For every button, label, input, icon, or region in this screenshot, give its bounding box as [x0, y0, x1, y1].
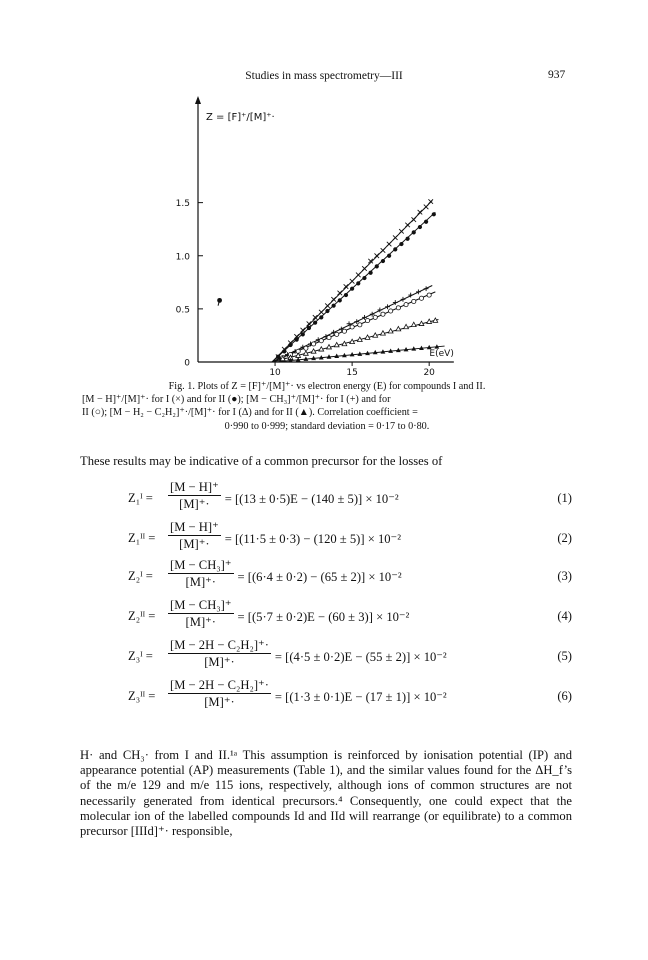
- data-point-open-circle: [404, 303, 408, 307]
- data-point-filled-circle: [319, 315, 323, 319]
- data-point-open-circle: [350, 325, 354, 329]
- caption-line-1: Fig. 1. Plots of Z = [F]⁺/[M]⁺· vs electron energy (E) for compounds I and II.: [168, 381, 486, 392]
- data-point-filled-circle: [325, 309, 329, 313]
- data-point-x: [424, 205, 429, 210]
- equation-fraction: [168, 520, 221, 552]
- data-point-x: [344, 284, 349, 289]
- paragraph-intro: These results may be indicative of a common precursor for the losses of: [80, 454, 443, 468]
- data-point-filled-circle: [399, 242, 403, 246]
- data-point-open-circle: [412, 299, 416, 303]
- equation-4: [128, 598, 572, 636]
- equation-number: (1): [557, 491, 572, 505]
- equation-number: (6): [557, 689, 572, 703]
- caption-line-4: 0·990 to 0·999; standard deviation = 0·17 to 0·80.: [224, 420, 430, 432]
- equation-rhs: = [(5·7 ± 0·2)E − (60 ± 3)] × 10⁻²: [237, 610, 410, 624]
- data-point-filled-circle: [406, 237, 410, 241]
- equation-fraction: [168, 558, 234, 590]
- fraction-denominator: [M]⁺·: [185, 615, 216, 629]
- fraction-numerator: [M − H]⁺: [170, 520, 219, 534]
- data-point-filled-circle: [432, 212, 436, 216]
- data-point-open-circle: [373, 315, 377, 319]
- data-point-x: [301, 328, 306, 333]
- data-point-open-triangle: [404, 324, 409, 328]
- data-point-filled-circle: [282, 349, 286, 353]
- data-point-open-circle: [419, 296, 423, 300]
- data-point-open-circle: [304, 346, 308, 350]
- equation-rhs: = [(6·4 ± 0·2) − (65 ± 2)] × 10⁻²: [237, 570, 402, 584]
- data-point-filled-circle: [381, 259, 385, 263]
- x-tick-label: 15: [346, 368, 358, 378]
- data-point-filled-circle: [332, 304, 336, 308]
- equation-fraction: [168, 678, 271, 710]
- equation-1: [128, 480, 572, 518]
- equation-rhs: = [(13 ± 0·5)E − (140 ± 5)] × 10⁻²: [224, 492, 399, 506]
- data-point-filled-circle: [295, 338, 299, 342]
- data-point-filled-circle: [344, 293, 348, 297]
- data-point-open-circle: [311, 342, 315, 346]
- fraction-numerator: [M − CH₃]⁺: [170, 558, 232, 572]
- data-point-filled-circle: [393, 247, 397, 251]
- data-point-x: [319, 310, 324, 315]
- data-point-filled-circle: [362, 276, 366, 280]
- equation-lhs: Z₃ᴵᴵ =: [128, 689, 156, 703]
- data-point-x: [405, 223, 410, 228]
- data-point-filled-circle: [424, 220, 428, 224]
- x-tick-label: 20: [423, 368, 435, 378]
- data-point-x: [387, 242, 392, 247]
- data-point-filled-circle: [313, 321, 317, 325]
- equation-rhs: = [(11·5 ± 0·3) − (120 ± 5)] × 10⁻²: [224, 532, 401, 546]
- data-point-filled-circle: [387, 254, 391, 258]
- fraction-denominator: [M]⁺·: [179, 497, 210, 511]
- y-axis-arrow: [195, 96, 201, 104]
- data-point-filled-circle: [288, 343, 292, 347]
- fraction-denominator: [M]⁺·: [179, 537, 210, 551]
- data-point-plus: [424, 286, 429, 291]
- equation-2: [128, 520, 572, 558]
- figure-1-plot: [160, 96, 460, 386]
- x-axis-label: E(eV): [429, 349, 454, 359]
- figure-caption: [82, 380, 572, 433]
- fraction-denominator: [M]⁺·: [185, 575, 216, 589]
- data-point-open-triangle: [411, 322, 416, 326]
- data-point-open-circle: [389, 309, 393, 313]
- equation-number: (5): [557, 649, 572, 663]
- data-point-x: [362, 266, 367, 271]
- data-point-open-circle: [342, 329, 346, 333]
- data-point-x: [331, 297, 336, 302]
- equation-5: [128, 638, 572, 676]
- data-point-x: [350, 279, 355, 284]
- data-point-x: [393, 235, 398, 240]
- fraction-numerator: [M − 2H − C₂H₂]⁺·: [170, 678, 269, 692]
- equation-fraction: [168, 598, 234, 630]
- y-tick-label: 0.5: [175, 305, 190, 316]
- page-number: 937: [548, 69, 566, 81]
- y-tick-label: 1.0: [175, 252, 190, 263]
- data-point-open-triangle: [396, 326, 401, 330]
- data-point-x: [356, 273, 361, 278]
- data-point-open-circle: [396, 306, 400, 310]
- data-point-plus: [416, 289, 421, 294]
- data-point-plus: [401, 297, 406, 302]
- fraction-numerator: [M − 2H − C₂H₂]⁺·: [170, 638, 269, 652]
- data-point-filled-circle: [356, 281, 360, 285]
- data-point-open-circle: [327, 335, 331, 339]
- fraction-numerator: [M − H]⁺: [170, 480, 219, 494]
- data-point-x: [428, 199, 433, 204]
- data-point-filled-circle: [350, 287, 354, 291]
- equation-fraction: [168, 638, 271, 670]
- equation-lhs: Z₂ᴵ =: [128, 569, 153, 583]
- data-point-plus: [385, 304, 390, 309]
- data-point-open-circle: [319, 339, 323, 343]
- fraction-denominator: [M]⁺·: [204, 695, 235, 709]
- equation-number: (2): [557, 531, 572, 545]
- data-point-filled-circle: [338, 298, 342, 302]
- fraction-numerator: [M − CH₃]⁺: [170, 598, 232, 612]
- data-point-open-circle: [427, 293, 431, 297]
- equation-number: (3): [557, 569, 572, 583]
- data-point-filled-circle: [301, 332, 305, 336]
- equation-3: [128, 558, 572, 596]
- axis-labels: [176, 112, 454, 378]
- paragraph-discussion: H· and CH₃· from I and II.¹ᵃ This assumption is reinforced by ionisation potential (IP) and appearance potential (AP) measurements (Table 1), and the similar values found for the ΔH_f’s of the m/e 129 and m/e 115 ions, respectively, although ions of common structures are not necessarily generated from identical precursors.⁴ Consequently, one could expect that the molecular ion of the labelled compounds Id and IId will rearrange (or equilibrate) to a common precursor [IIId]⁺· responsible,: [80, 748, 572, 839]
- data-point-filled-circle: [375, 264, 379, 268]
- fraction-denominator: [M]⁺·: [204, 655, 235, 669]
- equation-rhs: = [(4·5 ± 0·2)E − (55 ± 2)] × 10⁻²: [274, 650, 447, 664]
- equation-number: (4): [557, 609, 572, 623]
- data-point-open-circle: [381, 312, 385, 316]
- data-point-x: [381, 248, 386, 253]
- y-tick-label: 1.5: [175, 199, 190, 210]
- equation-6: [128, 678, 572, 716]
- caption-line-3: II (○); [M − H₂ − C₂H₂]⁺·/[M]⁺· for I (Δ) and for II (▲). Correlation coefficient =: [82, 407, 418, 419]
- data-point-x: [374, 253, 379, 258]
- data-points: [217, 199, 439, 362]
- data-point-x: [337, 291, 342, 296]
- y-tick-label: 0: [184, 358, 190, 369]
- equation-lhs: Z₃ᴵ =: [128, 649, 153, 663]
- y-axis-label: Z = [F]⁺/[M]⁺·: [206, 112, 275, 123]
- data-point-filled-circle: [412, 230, 416, 234]
- running-header: Studies in mass spectrometry—III: [245, 70, 403, 82]
- data-point-x: [325, 303, 330, 308]
- data-point-open-circle: [365, 318, 369, 322]
- data-point-filled-circle: [418, 225, 422, 229]
- equation-lhs: Z₂ᴵᴵ =: [128, 609, 156, 623]
- equation-lhs: Z₁ᴵᴵ =: [128, 531, 156, 545]
- data-point-x: [399, 229, 404, 234]
- equation-lhs: Z₁ᴵ =: [128, 491, 153, 505]
- x-tick-label: 10: [269, 368, 281, 378]
- data-point-x: [418, 210, 423, 215]
- equation-fraction: [168, 480, 221, 512]
- equation-rhs: = [(1·3 ± 0·1)E − (17 ± 1)] × 10⁻²: [274, 690, 447, 704]
- caption-line-2: [M − H]⁺/[M]⁺· for I (×) and for II (●); [M − CH₃]⁺/[M]⁺· for I (+) and for: [82, 394, 391, 406]
- data-point-x: [411, 217, 416, 222]
- data-point-filled-circle: [369, 271, 373, 275]
- data-point-open-circle: [358, 323, 362, 327]
- data-point-open-circle: [335, 332, 339, 336]
- data-point-filled-circle: [307, 326, 311, 330]
